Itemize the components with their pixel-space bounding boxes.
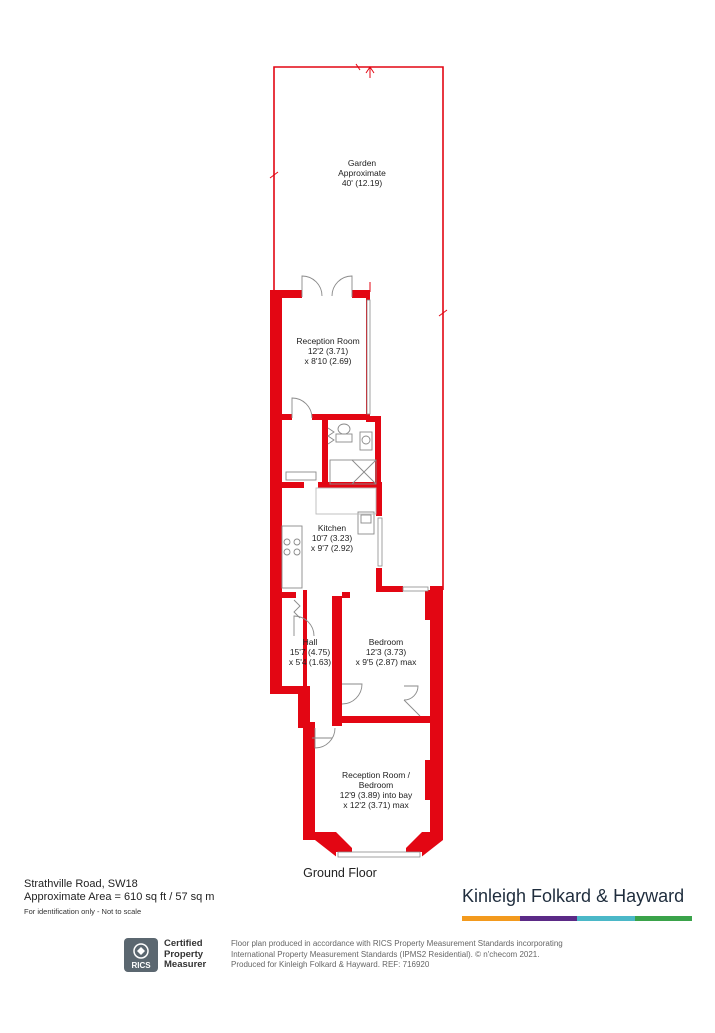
bedroom-dims1: 12'3 (3.73) [365,647,407,657]
garden-markers [270,64,447,316]
property-address: Strathville Road, SW18 [24,878,138,890]
kitchen-label [300,523,364,553]
rics-line1: Certified [164,938,203,949]
bedroom-label [346,637,426,667]
reception-room-label [286,336,370,366]
property-note: For identification only - Not to scale [24,907,142,916]
rics-logo [124,938,158,972]
kitchen-dims2: x 9'7 (2.92) [310,543,354,553]
hall-dims2: x 5'4 (1.63) [288,657,332,667]
bedroom-dims2: x 9'5 (2.87) max [355,657,417,667]
disclaimer-line2: International Property Measurement Standards (IPMS2 Residential). © n'checom 2021. [231,949,540,959]
hall-label [286,637,334,667]
garden-approx: Approximate [338,168,386,178]
brand-bar-purple [520,916,578,921]
rics-emblem-icon [124,938,158,972]
garden-name: Garden [347,158,377,168]
disclaimer-line1: Floor plan produced in accordance with RICS Property Measurement Standards incorporating [231,939,563,948]
brand-bar-green [635,916,693,921]
brand-name: Kinleigh Folkard & Hayward [462,886,685,906]
brand-color-bars [462,916,692,921]
disclaimer [231,939,563,971]
rics-text [164,939,206,971]
garden-boundary [274,67,443,590]
reception-bedroom-label [328,770,424,810]
brand-bar-teal [577,916,635,921]
brand-bar-orange [462,916,520,921]
reception-bedroom-dims1: 12'9 (3.89) into bay [339,790,413,800]
hall-dims1: 15'7 (4.75) [289,647,331,657]
reception-bedroom-name2: Bedroom [358,780,394,790]
property-area: Approximate Area = 610 sq ft / 57 sq m [24,891,215,903]
reception-bedroom-dims2: x 12'2 (3.71) max [343,800,409,810]
reception-bedroom-name: Reception Room / [341,770,411,780]
bedroom-name: Bedroom [368,637,404,647]
hall-name: Hall [302,637,318,647]
reception-room-name: Reception Room [296,336,360,346]
garden-label [322,158,402,188]
rics-line3: Measurer [164,959,207,970]
garden-dims: 40' (12.19) [341,178,383,188]
property-info [24,878,214,920]
floor-name: Ground Floor [303,866,377,880]
kitchen-name: Kitchen [317,523,347,533]
kitchen-dims1: 10'7 (3.23) [311,533,353,543]
reception-room-dims2: x 8'10 (2.69) [304,356,352,366]
rics-logo-text: RICS [131,961,151,970]
rics-line2: Property [164,948,204,960]
rics-badge [124,938,224,972]
reception-room-dims1: 12'2 (3.71) [307,346,349,356]
disclaimer-line3: Produced for Kinleigh Folkard & Hayward. REF: 716920 [231,960,430,969]
